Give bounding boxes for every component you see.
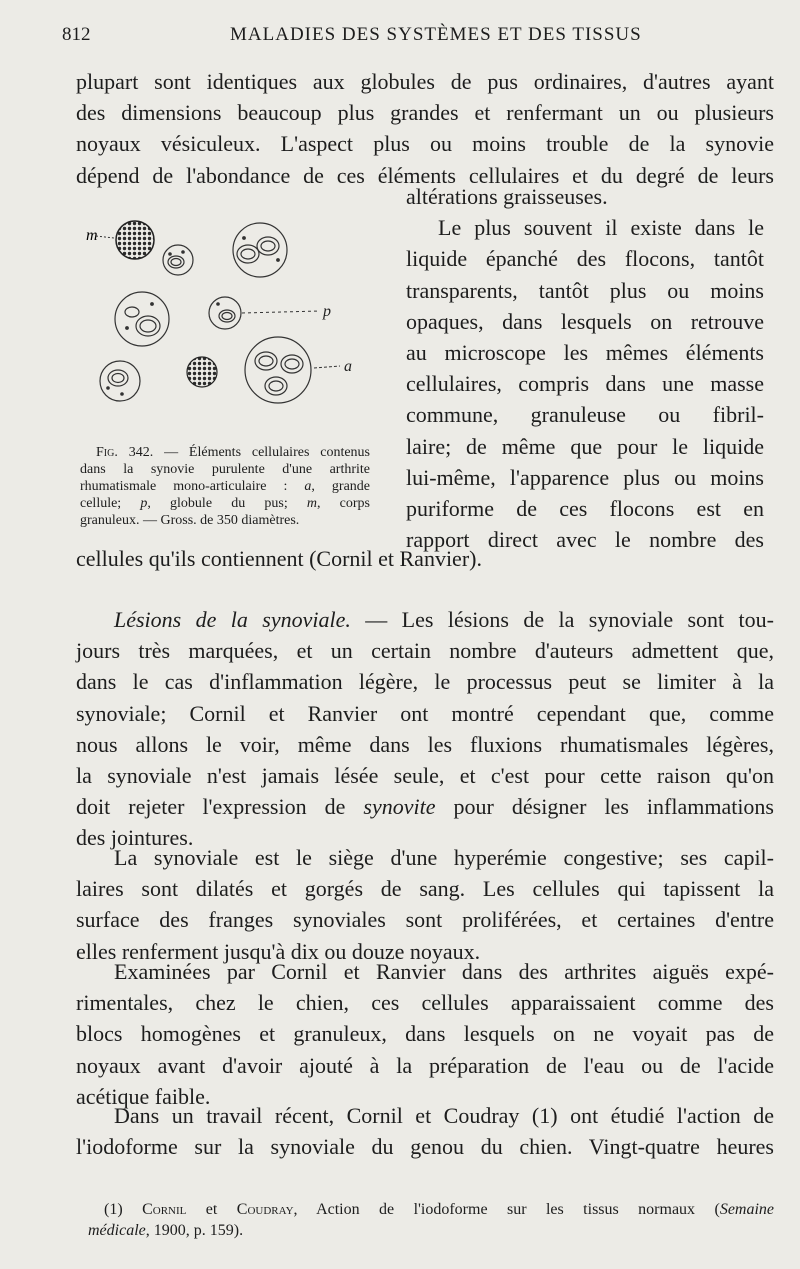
text-line: altérations graisseuses. <box>406 184 608 209</box>
text-line: laires sont dilatés et gorgés de sang. Les cellules qui tapissent la <box>76 876 774 902</box>
text-line: elles renferment jusqu'à dix ou douze noyaux. <box>76 938 481 964</box>
figure-number: Fig. 342. <box>96 445 154 460</box>
large-cell <box>115 292 169 346</box>
text-line: rimentales, chez le chien, ces cellules apparaissaient comme des <box>76 990 774 1016</box>
author-name: Cornil <box>142 1201 187 1218</box>
wrapped-paragraph-end <box>76 543 774 574</box>
label-m: m <box>86 227 98 244</box>
text-line: des dimensions beaucoup plus grandes et renfermant un ou plusieurs <box>76 100 774 126</box>
large-cell-a <box>245 337 352 403</box>
text-line: l'iodoforme sur la synoviale du genou du chien. Vingt-quatre heures <box>76 1134 774 1160</box>
text-line: liquide épanché des flocons, tantôt <box>406 246 764 272</box>
text-line: puriforme de ces flocons est en <box>406 495 764 521</box>
text-line: laire; de même que pour le liquide <box>406 433 764 459</box>
text-line: acétique faible. <box>76 1083 211 1109</box>
text-line: noyaux vésiculeux. L'aspect plus ou moins trouble de la synovie <box>76 131 774 157</box>
text-line: synoviale; Cornil et Ranvier ont montré cependant que, comme <box>76 700 774 726</box>
lesions-paragraph <box>76 604 774 854</box>
caption-line: Fig. 342. — Éléments cellulaires contenus <box>96 445 371 460</box>
text-line: Dans un travail récent, Cornil et Coudray (1) ont étudié l'action de <box>114 1103 774 1128</box>
congestive-paragraph <box>76 842 774 967</box>
text-line: Le plus souvent il existe dans le <box>438 215 764 241</box>
text-line: lui-même, l'apparence plus ou moins <box>406 464 764 490</box>
text-line: rapport direct avec le nombre des <box>406 527 764 553</box>
text-line: opaques, dans lesquels on retrouve <box>406 308 764 334</box>
text-line: noyaux avant d'avoir ajouté à la préparation de l'eau ou de l'acide <box>76 1052 774 1078</box>
granular-body <box>187 357 217 387</box>
text-line: blocs homogènes et granuleux, dans lesquels on ne voyait pas de <box>76 1021 774 1047</box>
label-p: p <box>323 303 331 320</box>
footnote-line: (1) Cornil et Coudray, Action de l'iodoforme sur les tissus normaux (Semaine <box>104 1201 775 1218</box>
examined-paragraph <box>76 956 774 1112</box>
pus-globule <box>100 361 140 401</box>
text-line: commune, granuleuse ou fibril- <box>406 402 764 428</box>
text-line: au microscope les mêmes éléments <box>406 339 764 365</box>
page-header <box>62 24 762 54</box>
label-a: a <box>344 358 352 375</box>
footnote-line: médicale, 1900, p. 159). <box>88 1222 244 1239</box>
caption-line: cellule; p, globule du pus; m, corps <box>80 496 370 511</box>
caption-line: rhumatismale mono-articulaire : a, grande <box>80 479 370 494</box>
author-name: Coudray <box>236 1201 294 1218</box>
text-line: jours très marquées, et un certain nombre d'auteurs admettent que, <box>76 638 774 664</box>
text-line: Examinées par Cornil et Ranvier dans des arthrites aiguës expé- <box>114 959 774 984</box>
text-line: Lésions de la synoviale. — Les lésions de la synoviale sont tou- <box>114 607 774 632</box>
granular-body-m <box>86 221 154 259</box>
pus-globule <box>163 245 193 275</box>
figure-caption <box>80 444 370 529</box>
recent-paragraph <box>76 1100 774 1162</box>
caption-line: granuleux. — Gross. de 350 diamètres. <box>80 513 300 528</box>
intro-paragraph <box>76 66 774 191</box>
large-cell <box>233 223 287 277</box>
caption-line: dans la synovie purulente d'une arthrite <box>80 462 370 477</box>
text-line: cellules qu'ils contiennent (Cornil et Ranvier). <box>76 546 482 571</box>
text-line: plupart sont identiques aux globules de pus ordinaires, d'autres ayant <box>76 69 774 94</box>
text-line: doit rejeter l'expression de synovite pour désigner les inflammations <box>76 794 774 820</box>
pus-globule-p <box>209 297 331 329</box>
section-heading: Lésions de la synoviale. <box>114 607 351 632</box>
text-line: des jointures. <box>76 825 194 851</box>
footnote <box>88 1199 774 1241</box>
running-title: MALADIES DES SYSTÈMES ET DES TISSUS <box>230 24 642 45</box>
text-line: dépend de l'abondance de ces éléments cellulaires et du degré de leurs <box>76 162 774 188</box>
text-line: nous allons le voir, même dans les fluxions rhumatismales légères, <box>76 731 774 757</box>
text-line: La synoviale est le siège d'une hyperémie congestive; ses capil- <box>114 845 774 870</box>
text-line: transparents, tantôt plus ou moins <box>406 277 764 303</box>
cell-illustration <box>82 216 392 436</box>
page-number: 812 <box>62 24 91 45</box>
text-line: surface des franges synoviales sont proliférées, et certaines d'entre <box>76 907 774 933</box>
text-line: dans le cas d'inflammation légère, le processus peut se limiter à la <box>76 669 774 695</box>
text-line: cellulaires, compris dans une masse <box>406 371 764 397</box>
wrapped-paragraph <box>406 182 764 556</box>
text-line: la synoviale n'est jamais lésée seule, et c'est pour cette raison qu'on <box>76 762 774 788</box>
